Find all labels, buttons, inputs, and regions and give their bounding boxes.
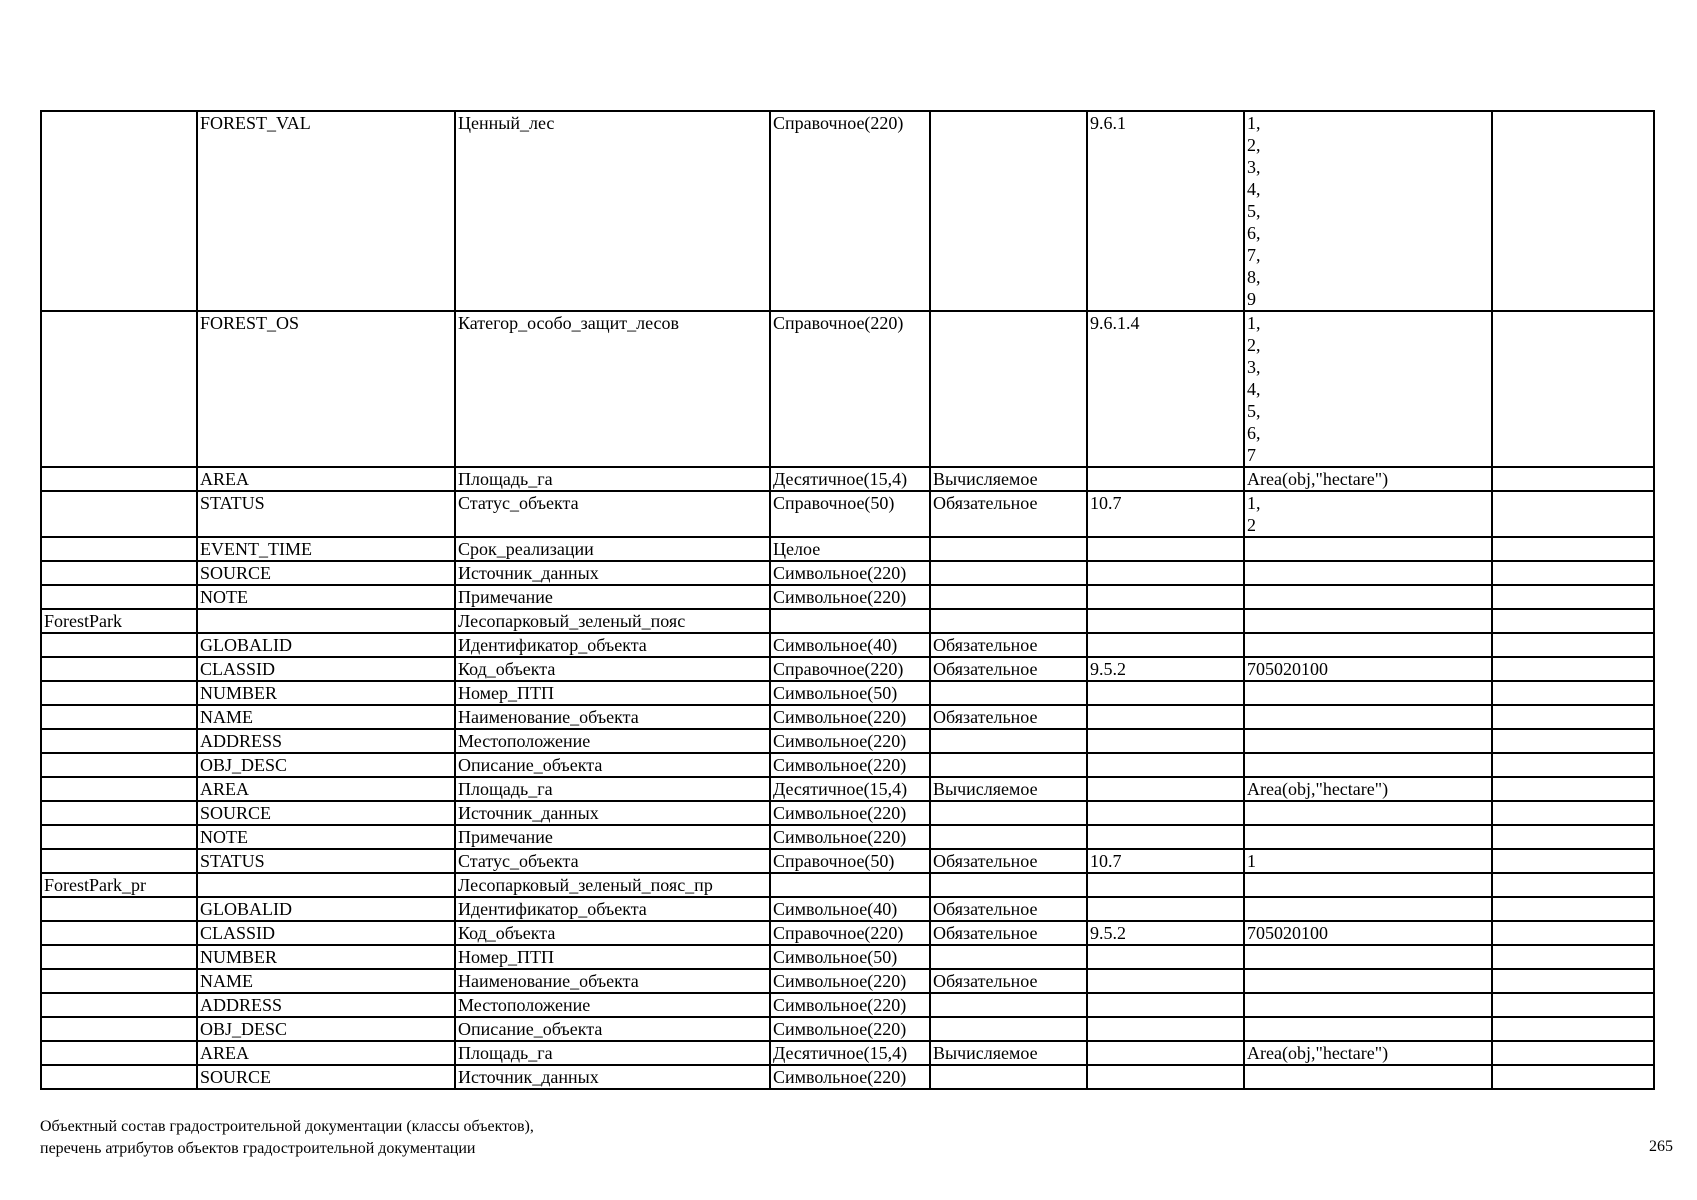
note-cell: [1492, 969, 1654, 993]
class-name-cell: [41, 729, 197, 753]
type-cell: Десятичное(15,4): [770, 467, 930, 491]
footer-line-2: перечень атрибутов объектов градостроительной документации: [40, 1140, 476, 1157]
table-row: [41, 729, 1654, 753]
requirement-cell: [930, 1017, 1087, 1041]
reference-cell: 9.6.1: [1087, 111, 1244, 311]
class-name-cell: [41, 897, 197, 921]
table-row: [41, 1017, 1654, 1041]
class-name-cell: [41, 849, 197, 873]
type-cell: Символьное(220): [770, 825, 930, 849]
reference-cell: 9.6.1.4: [1087, 311, 1244, 467]
reference-cell: [1087, 467, 1244, 491]
field-name-cell: STATUS: [197, 491, 455, 537]
values-cell: [1244, 825, 1492, 849]
values-cell: Area(obj,"hectare"): [1244, 467, 1492, 491]
type-cell: Символьное(220): [770, 729, 930, 753]
note-cell: [1492, 921, 1654, 945]
requirement-cell: [930, 585, 1087, 609]
requirement-cell: [930, 801, 1087, 825]
requirement-cell: Обязательное: [930, 491, 1087, 537]
requirement-cell: [930, 537, 1087, 561]
field-name-cell: STATUS: [197, 849, 455, 873]
note-cell: [1492, 873, 1654, 897]
values-cell: [1244, 969, 1492, 993]
note-cell: [1492, 849, 1654, 873]
field-name-cell: AREA: [197, 467, 455, 491]
table-row: [41, 311, 1654, 467]
values-cell: 1, 2, 3, 4, 5, 6, 7, 8, 9: [1244, 111, 1492, 311]
field-name-cell: SOURCE: [197, 1065, 455, 1089]
values-cell: [1244, 1017, 1492, 1041]
field-name-cell: CLASSID: [197, 921, 455, 945]
note-cell: [1492, 801, 1654, 825]
values-cell: [1244, 993, 1492, 1017]
field-name-cell: FOREST_OS: [197, 311, 455, 467]
field-name-cell: OBJ_DESC: [197, 1017, 455, 1041]
note-cell: [1492, 897, 1654, 921]
type-cell: Справочное(220): [770, 921, 930, 945]
values-cell: [1244, 609, 1492, 633]
alias-cell: Наименование_объекта: [455, 705, 770, 729]
note-cell: [1492, 467, 1654, 491]
requirement-cell: [930, 609, 1087, 633]
reference-cell: 9.5.2: [1087, 921, 1244, 945]
requirement-cell: [930, 993, 1087, 1017]
alias-cell: Идентификатор_объекта: [455, 897, 770, 921]
class-name-cell: [41, 467, 197, 491]
type-cell: Символьное(220): [770, 753, 930, 777]
class-name-cell: ForestPark_pr: [41, 873, 197, 897]
requirement-cell: [930, 1065, 1087, 1089]
field-name-cell: SOURCE: [197, 561, 455, 585]
requirement-cell: [930, 945, 1087, 969]
class-name-cell: [41, 311, 197, 467]
type-cell: Целое: [770, 537, 930, 561]
alias-cell: Код_объекта: [455, 921, 770, 945]
type-cell: Справочное(220): [770, 657, 930, 681]
field-name-cell: OBJ_DESC: [197, 753, 455, 777]
alias-cell: Лесопарковый_зеленый_пояс: [455, 609, 770, 633]
values-cell: [1244, 753, 1492, 777]
type-cell: Справочное(50): [770, 491, 930, 537]
note-cell: [1492, 1065, 1654, 1089]
type-cell: Символьное(40): [770, 897, 930, 921]
field-name-cell: NUMBER: [197, 945, 455, 969]
values-cell: Area(obj,"hectare"): [1244, 1041, 1492, 1065]
type-cell: Символьное(220): [770, 1017, 930, 1041]
table-row: [41, 873, 1654, 897]
alias-cell: Статус_объекта: [455, 491, 770, 537]
reference-cell: [1087, 585, 1244, 609]
table-row: [41, 1041, 1654, 1065]
note-cell: [1492, 993, 1654, 1017]
table-row: [41, 111, 1654, 311]
alias-cell: Площадь_га: [455, 777, 770, 801]
alias-cell: Ценный_лес: [455, 111, 770, 311]
reference-cell: [1087, 969, 1244, 993]
alias-cell: Площадь_га: [455, 1041, 770, 1065]
table-row: [41, 585, 1654, 609]
note-cell: [1492, 311, 1654, 467]
reference-cell: [1087, 1017, 1244, 1041]
type-cell: [770, 873, 930, 897]
note-cell: [1492, 681, 1654, 705]
values-cell: [1244, 873, 1492, 897]
values-cell: [1244, 633, 1492, 657]
class-name-cell: [41, 1017, 197, 1041]
field-name-cell: ADDRESS: [197, 729, 455, 753]
alias-cell: Номер_ПТП: [455, 945, 770, 969]
table-row: [41, 849, 1654, 873]
field-name-cell: GLOBALID: [197, 897, 455, 921]
table-row: [41, 561, 1654, 585]
note-cell: [1492, 633, 1654, 657]
values-cell: [1244, 801, 1492, 825]
class-name-cell: [41, 681, 197, 705]
field-name-cell: NOTE: [197, 585, 455, 609]
requirement-cell: Вычисляемое: [930, 1041, 1087, 1065]
values-cell: Area(obj,"hectare"): [1244, 777, 1492, 801]
table-row: [41, 705, 1654, 729]
field-name-cell: NAME: [197, 705, 455, 729]
requirement-cell: [930, 729, 1087, 753]
reference-cell: [1087, 1065, 1244, 1089]
field-name-cell: ADDRESS: [197, 993, 455, 1017]
class-name-cell: ForestPark: [41, 609, 197, 633]
values-cell: 1, 2, 3, 4, 5, 6, 7: [1244, 311, 1492, 467]
table-row: [41, 945, 1654, 969]
requirement-cell: Обязательное: [930, 969, 1087, 993]
table-row: [41, 609, 1654, 633]
requirement-cell: Обязательное: [930, 921, 1087, 945]
type-cell: Символьное(220): [770, 561, 930, 585]
type-cell: Символьное(50): [770, 681, 930, 705]
alias-cell: Срок_реализации: [455, 537, 770, 561]
alias-cell: Примечание: [455, 825, 770, 849]
table-row: [41, 921, 1654, 945]
requirement-cell: Обязательное: [930, 897, 1087, 921]
alias-cell: Статус_объекта: [455, 849, 770, 873]
requirement-cell: [930, 681, 1087, 705]
alias-cell: Местоположение: [455, 729, 770, 753]
requirement-cell: Обязательное: [930, 657, 1087, 681]
field-name-cell: EVENT_TIME: [197, 537, 455, 561]
note-cell: [1492, 777, 1654, 801]
values-cell: [1244, 945, 1492, 969]
type-cell: [770, 609, 930, 633]
alias-cell: Категор_особо_защит_лесов: [455, 311, 770, 467]
note-cell: [1492, 945, 1654, 969]
class-name-cell: [41, 969, 197, 993]
requirement-cell: Вычисляемое: [930, 467, 1087, 491]
reference-cell: [1087, 681, 1244, 705]
reference-cell: [1087, 825, 1244, 849]
field-name-cell: CLASSID: [197, 657, 455, 681]
note-cell: [1492, 111, 1654, 311]
reference-cell: [1087, 897, 1244, 921]
class-name-cell: [41, 111, 197, 311]
reference-cell: 10.7: [1087, 849, 1244, 873]
note-cell: [1492, 825, 1654, 849]
requirement-cell: Вычисляемое: [930, 777, 1087, 801]
table-row: [41, 777, 1654, 801]
type-cell: Справочное(50): [770, 849, 930, 873]
class-name-cell: [41, 993, 197, 1017]
table-body: [41, 111, 1654, 1089]
values-cell: [1244, 585, 1492, 609]
alias-cell: Код_объекта: [455, 657, 770, 681]
note-cell: [1492, 491, 1654, 537]
type-cell: Символьное(220): [770, 705, 930, 729]
table-row: [41, 897, 1654, 921]
requirement-cell: Обязательное: [930, 633, 1087, 657]
class-name-cell: [41, 921, 197, 945]
field-name-cell: SOURCE: [197, 801, 455, 825]
alias-cell: Идентификатор_объекта: [455, 633, 770, 657]
requirement-cell: [930, 825, 1087, 849]
type-cell: Десятичное(15,4): [770, 777, 930, 801]
type-cell: Символьное(220): [770, 969, 930, 993]
field-name-cell: FOREST_VAL: [197, 111, 455, 311]
field-name-cell: AREA: [197, 777, 455, 801]
class-name-cell: [41, 945, 197, 969]
type-cell: Символьное(220): [770, 1065, 930, 1089]
reference-cell: [1087, 801, 1244, 825]
note-cell: [1492, 561, 1654, 585]
requirement-cell: [930, 311, 1087, 467]
field-name-cell: NAME: [197, 969, 455, 993]
alias-cell: Описание_объекта: [455, 1017, 770, 1041]
table-row: [41, 633, 1654, 657]
requirement-cell: [930, 111, 1087, 311]
footer-line-1: Объектный состав градостроительной документации (классы объектов),: [40, 1118, 534, 1135]
class-name-cell: [41, 1041, 197, 1065]
alias-cell: Примечание: [455, 585, 770, 609]
note-cell: [1492, 609, 1654, 633]
table-row: [41, 681, 1654, 705]
alias-cell: Наименование_объекта: [455, 969, 770, 993]
note-cell: [1492, 537, 1654, 561]
note-cell: [1492, 729, 1654, 753]
class-name-cell: [41, 801, 197, 825]
field-name-cell: GLOBALID: [197, 633, 455, 657]
class-name-cell: [41, 1065, 197, 1089]
class-name-cell: [41, 753, 197, 777]
reference-cell: [1087, 609, 1244, 633]
alias-cell: Описание_объекта: [455, 753, 770, 777]
alias-cell: Номер_ПТП: [455, 681, 770, 705]
alias-cell: Источник_данных: [455, 1065, 770, 1089]
field-name-cell: AREA: [197, 1041, 455, 1065]
table-row: [41, 537, 1654, 561]
table-row: [41, 801, 1654, 825]
field-name-cell: [197, 609, 455, 633]
reference-cell: [1087, 561, 1244, 585]
note-cell: [1492, 1041, 1654, 1065]
table-row: [41, 993, 1654, 1017]
values-cell: [1244, 561, 1492, 585]
page-number: 265: [1649, 1138, 1673, 1155]
field-name-cell: NUMBER: [197, 681, 455, 705]
reference-cell: [1087, 873, 1244, 897]
note-cell: [1492, 705, 1654, 729]
values-cell: [1244, 1065, 1492, 1089]
type-cell: Справочное(220): [770, 311, 930, 467]
class-name-cell: [41, 491, 197, 537]
type-cell: Символьное(220): [770, 801, 930, 825]
class-name-cell: [41, 585, 197, 609]
table-row: [41, 753, 1654, 777]
table-row: [41, 491, 1654, 537]
table-row: [41, 467, 1654, 491]
alias-cell: Лесопарковый_зеленый_пояс_пр: [455, 873, 770, 897]
field-name-cell: [197, 873, 455, 897]
note-cell: [1492, 753, 1654, 777]
values-cell: [1244, 537, 1492, 561]
table-row: [41, 969, 1654, 993]
values-cell: [1244, 705, 1492, 729]
class-name-cell: [41, 561, 197, 585]
type-cell: Символьное(220): [770, 585, 930, 609]
type-cell: Десятичное(15,4): [770, 1041, 930, 1065]
alias-cell: Источник_данных: [455, 561, 770, 585]
values-cell: [1244, 681, 1492, 705]
type-cell: Символьное(40): [770, 633, 930, 657]
class-name-cell: [41, 777, 197, 801]
table-row: [41, 825, 1654, 849]
table-row: [41, 1065, 1654, 1089]
reference-cell: [1087, 729, 1244, 753]
values-cell: 1, 2: [1244, 491, 1492, 537]
field-name-cell: NOTE: [197, 825, 455, 849]
alias-cell: Источник_данных: [455, 801, 770, 825]
values-cell: [1244, 897, 1492, 921]
type-cell: Справочное(220): [770, 111, 930, 311]
alias-cell: Площадь_га: [455, 467, 770, 491]
requirement-cell: [930, 753, 1087, 777]
class-name-cell: [41, 825, 197, 849]
values-cell: [1244, 729, 1492, 753]
requirement-cell: Обязательное: [930, 705, 1087, 729]
reference-cell: [1087, 777, 1244, 801]
requirement-cell: Обязательное: [930, 849, 1087, 873]
class-name-cell: [41, 705, 197, 729]
reference-cell: 10.7: [1087, 491, 1244, 537]
alias-cell: Местоположение: [455, 993, 770, 1017]
values-cell: 705020100: [1244, 921, 1492, 945]
reference-cell: [1087, 753, 1244, 777]
requirement-cell: [930, 873, 1087, 897]
reference-cell: 9.5.2: [1087, 657, 1244, 681]
footer-caption: [40, 1116, 534, 1160]
reference-cell: [1087, 705, 1244, 729]
note-cell: [1492, 657, 1654, 681]
reference-cell: [1087, 537, 1244, 561]
values-cell: 1: [1244, 849, 1492, 873]
class-name-cell: [41, 657, 197, 681]
reference-cell: [1087, 1041, 1244, 1065]
reference-cell: [1087, 993, 1244, 1017]
note-cell: [1492, 1017, 1654, 1041]
note-cell: [1492, 585, 1654, 609]
reference-cell: [1087, 945, 1244, 969]
reference-cell: [1087, 633, 1244, 657]
type-cell: Символьное(50): [770, 945, 930, 969]
type-cell: Символьное(220): [770, 993, 930, 1017]
class-name-cell: [41, 633, 197, 657]
table-row: [41, 657, 1654, 681]
values-cell: 705020100: [1244, 657, 1492, 681]
class-name-cell: [41, 537, 197, 561]
attributes-table: [40, 110, 1655, 1090]
requirement-cell: [930, 561, 1087, 585]
